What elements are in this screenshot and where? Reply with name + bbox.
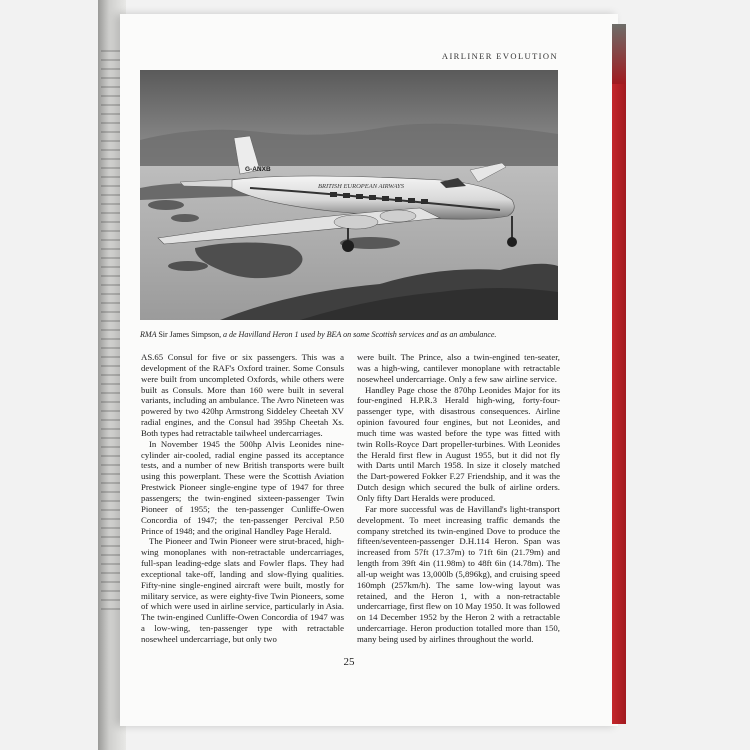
page-number: 25 [343,656,355,668]
body-paragraph: In November 1945 the 500hp Alvis Leonides nine-cylinder air-cooled, radial engine passed its acceptance tests, and a number of new British transports were built using this powerplant. These were the Scottish Aviation Prestwick Pioneer single-engine type of 1947 for three passengers; the twin-engined sixteen-passenger Twin Pioneer of 1955; the ten-passenger Cunliffe-Owen Concordia of 1947; the ten-passenger Percival P.50 Prince of 1948; and the original Handley Page Herald. [141,438,344,536]
airline-titles: BRITISH EUROPEAN AIRWAYS [318,183,404,190]
island [148,200,184,210]
caption-aircraft-name: Sir James Simpson, [158,330,222,339]
text-column-left [141,352,344,645]
aircraft-photo [140,70,558,320]
body-paragraph: Handley Page chose the 870hp Leonides Major for its four-engined H.P.R.3 Herald high-wing, forty-four-passenger type, with disastrous consequences. Airline opinion favoured four engines, but not Leonides, and much time was wasted before the type was fitted with twin Rolls-Royce Dart propeller-turbines. With Leonides the Herald first flew in August 1955, but it did not fly with Darts until March 1958. In size it closely matched the Dart-powered Fokker F.27 Friendship, and it was the Dutch design which secured the bulk of airline orders. Only fifty Dart Heralds were produced. [357,384,560,503]
caption-prefix: RMA [140,330,157,339]
island [171,214,199,222]
body-paragraph: were built. The Prince, also a twin-engined ten-seater, was a high-wing, cantilever monoplane with retractable nosewheel undercarriage. Only a few saw airline service. [357,352,560,384]
running-head: AIRLINER EVOLUTION [441,51,558,61]
engine-nacelle [334,215,378,229]
book-cover-edge [612,24,626,724]
aircraft-registration: G-ANXB [245,166,271,173]
island [168,261,208,271]
caption-text: a de Havilland Heron 1 used by BEA on some Scottish services and as an ambulance. [223,330,497,339]
text-column-right [357,352,560,645]
facing-page-text-lines [101,50,121,610]
main-wheel [342,240,354,252]
nose-wheel [507,237,517,247]
photo-caption [140,330,558,339]
body-paragraph: Far more successful was de Havilland's light-transport development. To meet increasing traffic demands the company stretched its twin-engined Dove to produce the fifteen/seventeen-passenger D.H.114 Heron. Span was increased from 57ft (17.37m) to 71ft 6in (21.79m) and length from 39ft 4in (11.98m) to 48ft 6in (14.78m). The all-up weight was 13,000lb (5,896kg), and cruising speed 160mph (257km/h). The same low-wing layout was retained, and the Heron 1, with a non-retractable undercarriage, first flew on 10 May 1950. It was followed on 14 December 1952 by the Heron 2 with a retractable undercarriage. Heron production totalled more than 150, many being used by airlines throughout the world. [357,503,560,644]
body-paragraph: AS.65 Consul for five or six passengers. This was a development of the RAF's Oxford trainer. Some Consuls were built from uncompleted Oxfords, while others were built as Consuls. More than 160 were built in several variants, including an ambulance. The Avro Nineteen was powered by two 420hp Armstrong Siddeley Cheetah XV radial engines, and the Consul had 395hp Cheetah Xs. Both types had retractable tailwheel undercarriages. [141,352,344,438]
book-cover-edge-shadow [612,24,626,84]
aircraft-photo-drawing [140,70,558,320]
body-paragraph: The Pioneer and Twin Pioneer were strut-braced, high-wing monoplanes with non-retractable undercarriages, full-span leading-edge slats and Fowler flaps. They had exceptional take-off, landing and slow-flying qualities. Fifty-nine single-engined aircraft were built, mostly for military service, as were eighty-five Twin Pioneers, some of which were used in airline service, particularly in Asia. The twin-engined Cunliffe-Owen Concordia of 1947 was a low-wing, ten-passenger type with retractable nosewheel undercarriage, but only two [141,536,344,644]
engine-nacelle [380,210,416,222]
